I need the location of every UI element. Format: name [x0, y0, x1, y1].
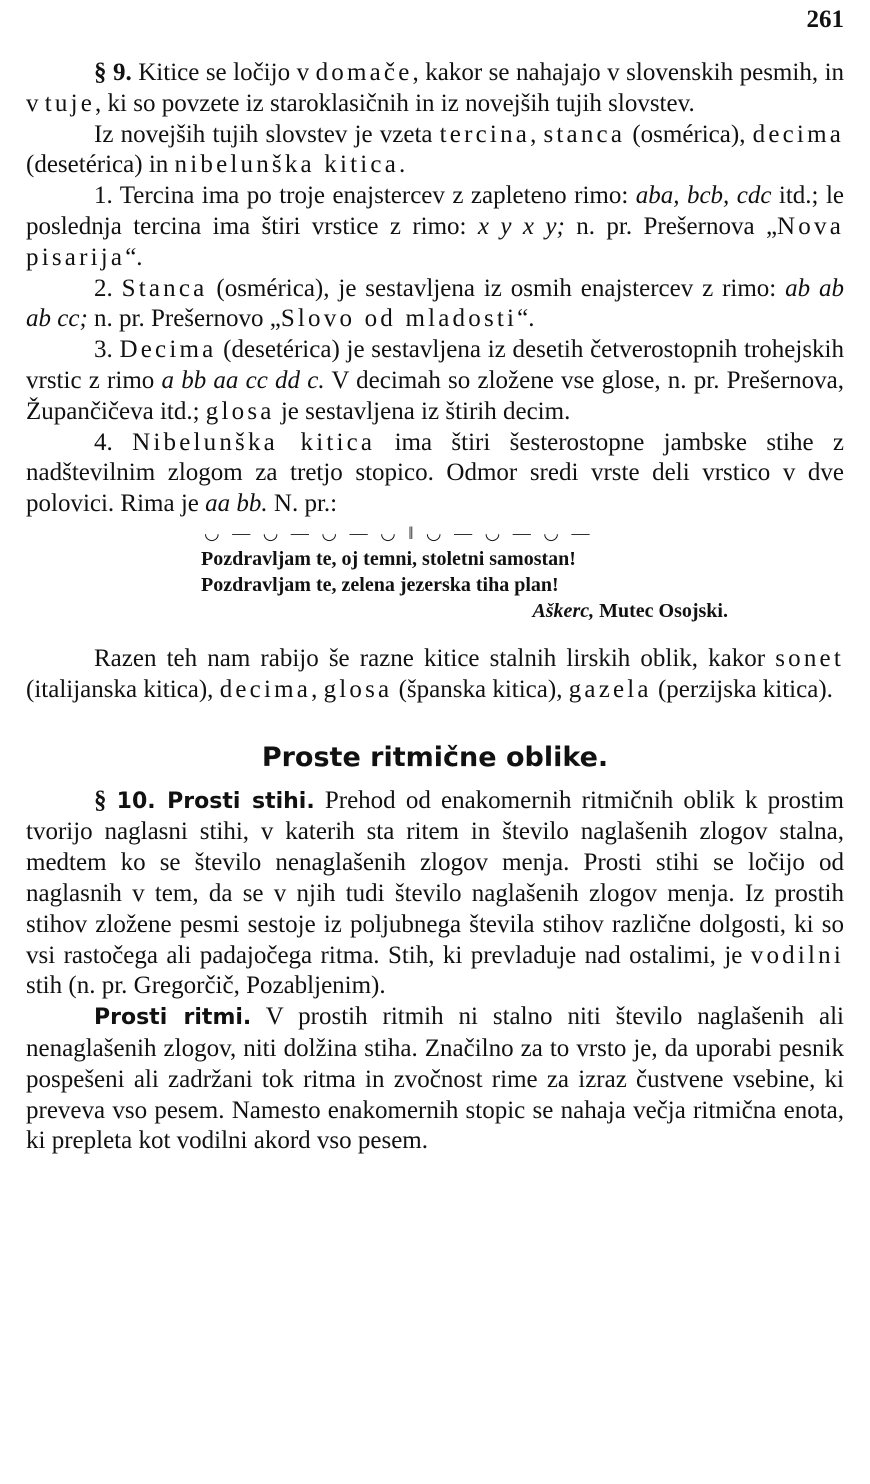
text: Kitice se ločijo v [131, 59, 316, 86]
term-decima: decima [752, 120, 845, 148]
section-number: 9. [113, 59, 132, 86]
rhyme-scheme: ab ab ab cc; [26, 274, 845, 333]
text: n. pr. Prešernovo „ [87, 305, 281, 333]
text: (perzijska kitica). [651, 675, 833, 703]
text: ima štiri šesterostopne jambske stihe z nadštevilnim zlogom za tretjo stopico. Odmor sredi vrste deli vrstico v dve polovici. Rima je [26, 428, 844, 518]
text: . [399, 151, 406, 179]
text: 4. [94, 428, 133, 456]
text: (osmérica), je sestavljena iz osmih enajstercev z rimo: [207, 274, 786, 302]
paragraph-section-10 [26, 786, 844, 1003]
text: , [530, 120, 544, 148]
subsection-title: 10. Prosti stihi. [116, 788, 315, 814]
text: 1. Tercina ima po troje enajstercev z zapleteno rimo: [94, 182, 636, 210]
rhyme-scheme: aba, bcb, cdc [635, 182, 772, 210]
text: n. pr. Prešernova „ [564, 212, 778, 240]
paragraph-section-9 [26, 58, 844, 120]
page-body [26, 58, 844, 1157]
rhyme-scheme: a bb aa cc dd c. [161, 366, 325, 394]
text: stih (n. pr. Gregorčič, Pozabljenim). [26, 972, 386, 1000]
paragraph-nibelunska [26, 428, 844, 520]
work-title: Slovo od mladosti [280, 305, 518, 333]
paragraph-other-forms [26, 644, 844, 706]
rhyme-scheme: x y x y; [477, 212, 565, 240]
term-glosa: glosa [323, 675, 393, 703]
text: (desetérica) in [26, 151, 175, 179]
paragraph-decima [26, 335, 844, 427]
subsection-title: Prosti ritmi. [94, 1005, 252, 1031]
text: itd.; le poslednja tercina ima štiri vrstice z rimo: [26, 182, 844, 240]
text: , ki so povzete iz staroklasičnih in iz novejših tujih slovstev. [95, 89, 695, 117]
paragraph-prosti-ritmi [26, 1002, 844, 1157]
term-vodilni: vodilni [750, 941, 844, 969]
text: N. pr.: [267, 490, 338, 518]
term-stanca: Stanca [121, 274, 208, 302]
term-decima: decima [219, 675, 312, 703]
work-title: Nova pisarija [26, 212, 844, 271]
paragraph-stanca [26, 274, 844, 336]
section-sign: § [94, 786, 107, 814]
term-sonet: sonet [775, 644, 844, 672]
emphasis-tuje: tuje [44, 89, 96, 117]
text: (španska kitica), [392, 675, 569, 703]
poem-quote [201, 546, 844, 598]
poem-line: Pozdravljam te, oj temni, stoletni samostan! [201, 547, 576, 570]
term-tercina: tercina [439, 120, 531, 148]
text: , kakor se nahajajo v slovenskih pesmih, in v [26, 59, 845, 117]
term-stanca: stanca [543, 120, 626, 148]
page-number: 261 [806, 6, 844, 33]
text: 2. [94, 274, 122, 302]
poem-line: Pozdravljam te, zelena jezerska tiha plan! [201, 573, 559, 596]
poem-attribution [26, 598, 844, 624]
text: , [311, 675, 324, 703]
text: Iz novejših tujih slovstev je vzeta [94, 120, 440, 148]
term-glosa: glosa [205, 397, 275, 425]
emphasis-domace: domače [315, 59, 413, 86]
text: (desetérica) je sestavljena iz desetih četverostopnih trohejskih vrstic z rimo [26, 336, 844, 394]
text: Razen teh nam rabijo še razne kitice stalnih lirskih oblik, kakor [94, 644, 776, 672]
text: V decimah so zložene vse glose, n. pr. Prešernova, Župančičeva itd.; [26, 366, 844, 425]
text: (italijanska kitica), [26, 675, 220, 703]
section-heading: Proste ritmične oblike. [261, 741, 609, 773]
term-nibelunska-kitica: nibelunška kitica [174, 151, 400, 179]
text: Prehod od enakomernih ritmičnih oblik k prostim tvorijo naglasni stihi, v katerih sta ritem in število naglašenih zlogov stalna, medtem ko se število nenaglašenih zlogov menja. Prosti stihi se ločijo od naglasnih v tem, da se v njih tudi število naglašenih zlogov menja. Iz prostih stihov zložene pesmi sestoje iz poljubnega števila stihov različne dolgosti, ki so vsi rastočega ali padajočega ritma. Stih, ki prevladuje nad ostalimi, je [26, 786, 845, 969]
text: “. [125, 243, 143, 271]
text: “. [517, 305, 535, 333]
term-gazela: gazela [568, 675, 652, 703]
text: V prostih ritmih ni stalno niti število naglašenih ali nenaglašenih zlogov, niti dolžina stiha. Značilno za to vrsto je, da uporabi pesnik pospešeni ali zadržani tok ritma in zvočnost rime za izraz čustvene vsebine, ki preveva vso pesem. Namesto enakomernih stopic se nahaja večja ritmična enota, ki prepleta kot vodilni akord vso pesem. [26, 1003, 844, 1155]
term-nibelunska-kitica: Nibelunška kitica [132, 428, 376, 456]
section-sign: § [94, 59, 107, 86]
poem-author: Aškerc, [532, 599, 595, 622]
paragraph-tercina [26, 181, 844, 273]
text: 3. [94, 336, 120, 364]
metrical-scheme: ◡ — ◡ — ◡ — ◡ ‖ ◡ — ◡ — ◡ — [204, 522, 594, 543]
text: (osmérica), [625, 120, 753, 148]
paragraph-foreign-forms [26, 120, 844, 182]
term-decima: Decima [119, 336, 217, 364]
rhyme-scheme: aa bb. [205, 490, 268, 518]
poem-source: Mutec Osojski. [594, 599, 728, 622]
text: je sestavljena iz štirih decim. [274, 397, 571, 425]
